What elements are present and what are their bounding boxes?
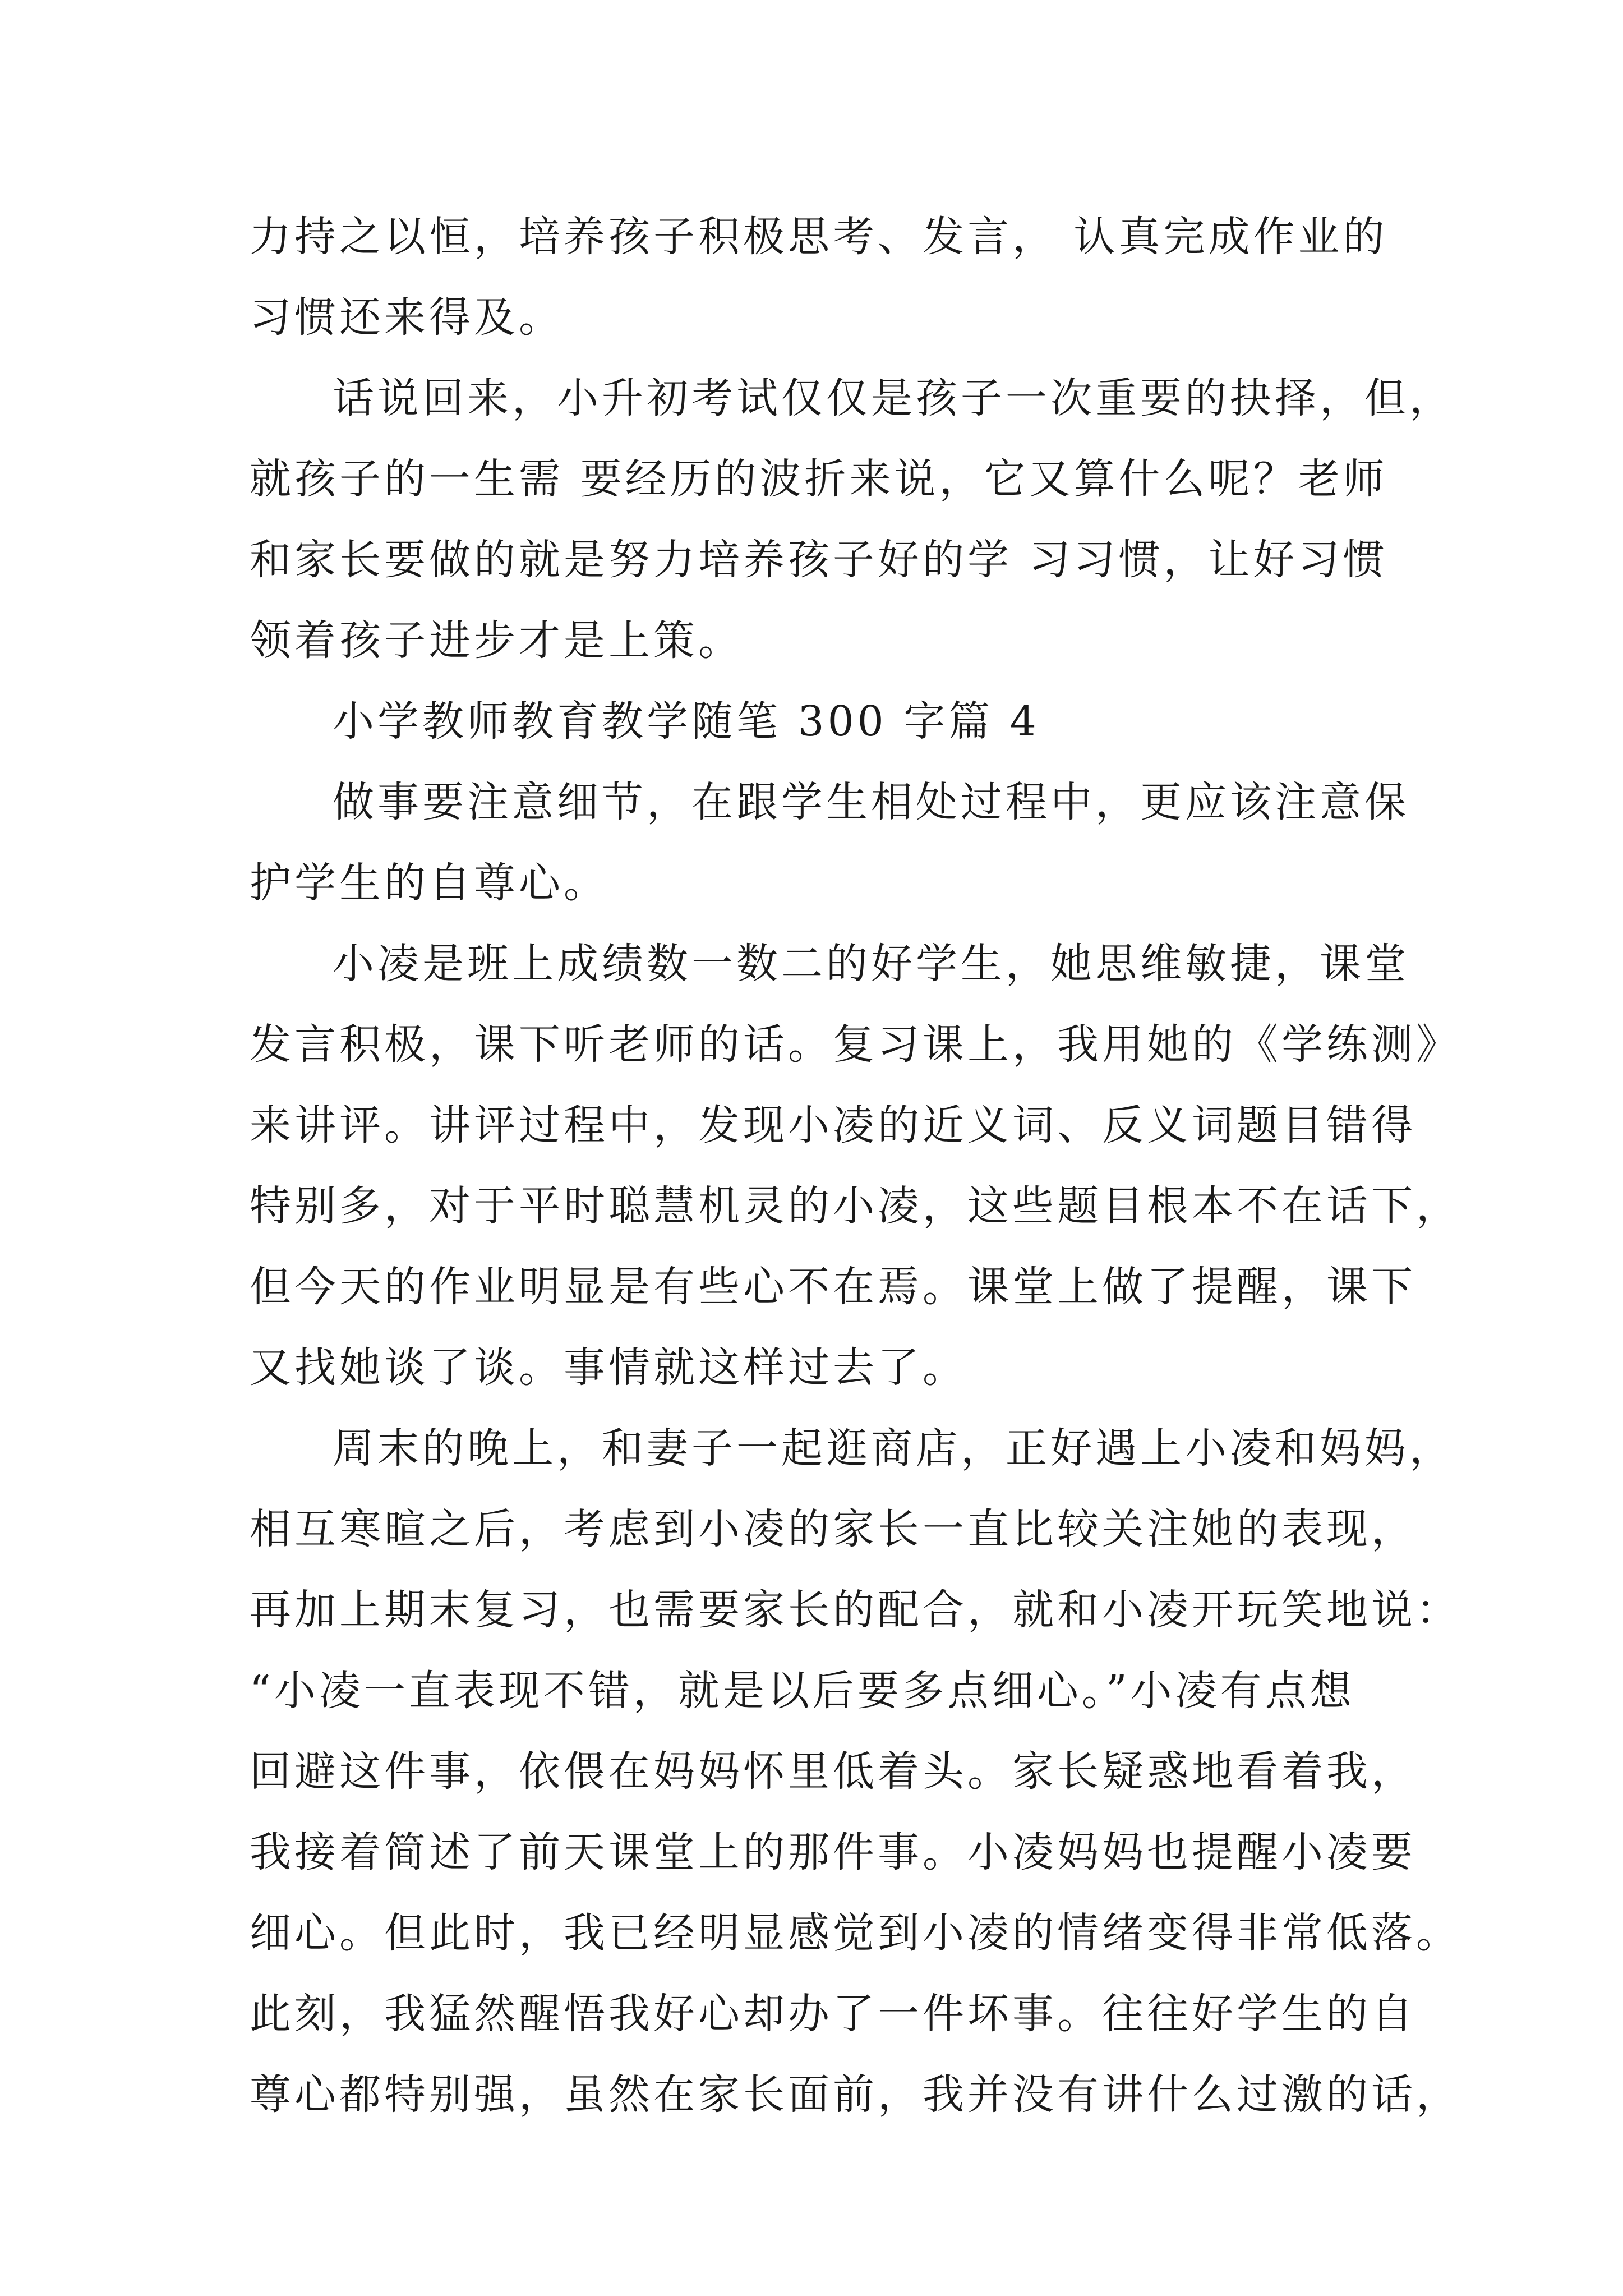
text-line: 但今天的作业明显是有些心不在焉。课堂上做了提醒，课下 bbox=[250, 1263, 1416, 1311]
text-line: 再加上期末复习，也需要家长的配合，就和小凌开玩笑地说： bbox=[250, 1586, 1461, 1634]
text-line: 细心。但此时，我已经明显感觉到小凌的情绪变得非常低落。 bbox=[250, 1909, 1461, 1957]
text-line: 话说回来，小升初考试仅仅是孩子一次重要的抉择，但， bbox=[333, 374, 1454, 422]
text-line: 就孩子的一生需 要经历的波折来说，它又算什么呢？老师 bbox=[250, 455, 1388, 503]
text-line: 来讲评。讲评过程中，发现小凌的近义词、反义词题目错得 bbox=[250, 1101, 1416, 1149]
text-line: 特别多，对于平时聪慧机灵的小凌，这些题目根本不在话下， bbox=[250, 1182, 1461, 1230]
text-line: 此刻，我猛然醒悟我好心却办了一件坏事。往往好学生的自 bbox=[250, 1990, 1416, 2038]
text-line: 周末的晚上，和妻子一起逛商店，正好遇上小凌和妈妈， bbox=[333, 1424, 1454, 1473]
text-line: 领着孩子进步才是上策。 bbox=[250, 616, 743, 665]
text-line: 又找她谈了谈。事情就这样过去了。 bbox=[250, 1343, 967, 1392]
text-line: 回避这件事，依偎在妈妈怀里低着头。家长疑惑地看着我， bbox=[250, 1747, 1416, 1796]
text-line: 护学生的自尊心。 bbox=[250, 859, 608, 907]
text-line: 尊心都特别强，虽然在家长面前，我并没有讲什么过激的话， bbox=[250, 2070, 1461, 2119]
text-line: 和家长要做的就是努力培养孩子好的学 习习惯，让好习惯 bbox=[250, 536, 1388, 584]
text-line: 力持之以恒，培养孩子积极思考、发言， 认真完成作业的 bbox=[250, 213, 1388, 261]
text-line: 小凌是班上成绩数一数二的好学生，她思维敏捷，课堂 bbox=[333, 940, 1409, 988]
text-line: 小学教师教育教学随笔 300 字篇 4 bbox=[333, 697, 1040, 746]
text-line: 相互寒暄之后，考虑到小凌的家长一直比较关注她的表现， bbox=[250, 1505, 1416, 1553]
text-line: 发言积极，课下听老师的话。复习课上，我用她的《学练测》 bbox=[250, 1020, 1461, 1069]
text-line: 习惯还来得及。 bbox=[250, 293, 564, 342]
document-body bbox=[250, 196, 1461, 2135]
text-line: 做事要注意细节，在跟学生相处过程中，更应该注意保 bbox=[333, 778, 1409, 826]
text-line: “小凌一直表现不错，就是以后要多点细心。”小凌有点想 bbox=[250, 1667, 1355, 1715]
text-line: 我接着简述了前天课堂上的那件事。小凌妈妈也提醒小凌要 bbox=[250, 1828, 1416, 1876]
